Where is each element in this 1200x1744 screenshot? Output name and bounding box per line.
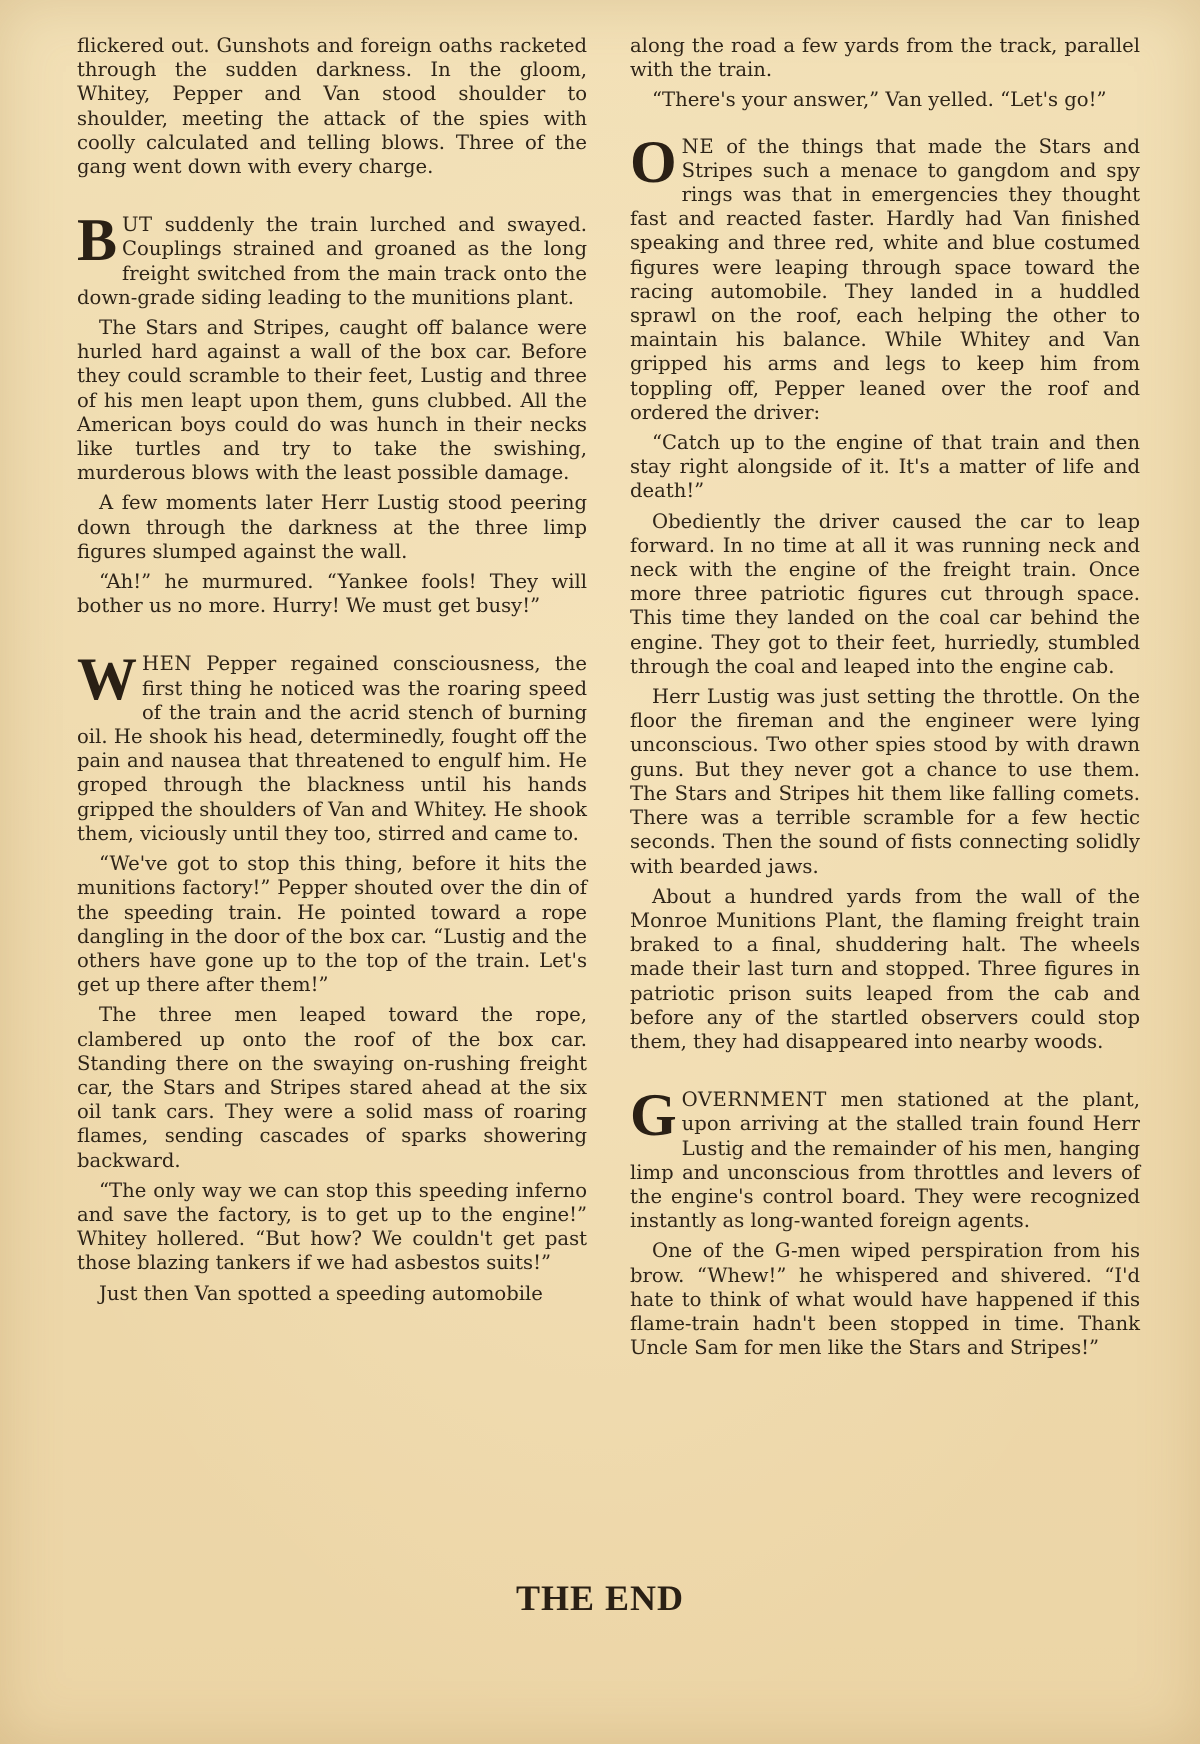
paragraph: “There's your answer,” Van yelled. “Let's go!” [652,88,1107,112]
lead-word: NE [681,134,715,158]
paragraph: “We've got to stop this thing, before it hits the munitions factory!” Pepper shouted over the din of the speeding train. He pointed toward a rope dangling in the door of the box car. “Lustig and the others have gone up to the top of the train. Let's get up there after them!” [77,852,587,997]
lead-word: UT [122,213,153,237]
the-end-title: THE END [515,1578,685,1618]
paragraph: flickered out. Gunshots and foreign oaths racketed through the sudden darkness. In the gloom, Whitey, Pepper and Van stood shoulder to shoulder, meeting the attack of the spies with coolly calculated and telling blows. Three of the gang went down with every charge. [77,34,587,179]
section-paragraph [77,207,587,310]
section-paragraph [630,1082,1140,1233]
paragraph: The three men leaped toward the rope, clambered up onto the roof of the box car. Standing there on the swaying on-rushing freight car, the Stars and Stripes stared ahead at the six oil tank cars. They were a solid mass of roaring flames, sending cascades of sparks showering backward. [77,1003,587,1172]
section-paragraph [630,128,1140,425]
drop-cap: W [77,646,137,713]
paragraph: Herr Lustig was just setting the throttle. On the floor the fireman and the engineer were lying unconscious. Two other spies stood by with drawn guns. But they never got a chance to use them. The Stars and Stripes hit them like falling comets. There was a terrible scramble for a few hectic seconds. Then the sound of fists connecting solidly with bearded jaws. [630,685,1140,878]
paragraph: A few moments later Herr Lustig stood peering down through the darkness at the three limp figures slumped against the wall. [77,491,587,563]
drop-cap: O [630,128,677,195]
paragraph-text: men stationed at the plant, upon arriving at the stalled train found Herr Lustig and the remainder of his men, hanging limp and unconscious from throttles and levers of the engine's control board. They were recognized instantly as long-wanted foreign agents. [630,1088,1140,1233]
drop-cap: B [77,207,118,274]
paragraph: One of the G-men wiped perspiration from his brow. “Whew!” he whispered and shivered. “I'd hate to think of what would have happened if this flame-train hadn't been stopped in time. Thank Uncle Sam for men like the Stars and Stripes!” [630,1239,1140,1360]
left-column [77,34,587,1312]
paragraph: “The only way we can stop this speeding inferno and save the factory, is to get up to the engine!” Whitey hollered. “But how? We couldn't get past those blazing tankers if we had asbestos suits!” [77,1178,587,1275]
drop-cap: G [630,1082,677,1149]
section-paragraph [77,646,587,846]
lead-word: OVERNMENT [681,1088,827,1112]
paragraph-text: suddenly the train lurched and swayed. Couplings strained and groaned as the long freight switched from the main track onto the down-grade siding leading to the munitions plant. [77,213,587,309]
paragraph: The Stars and Stripes, caught off balance were hurled hard against a wall of the box car. Before they could scramble to their feet, Lustig and three of his men leapt upon them, guns clubbed. All the American boys could do was hunch in their necks like turtles and try to take the swishing, murderous blows with the least possible damage. [77,316,587,485]
paragraph: “Catch up to the engine of that train and then stay right alongside of it. It's a matter of life and death!” [630,431,1140,503]
paragraph-text: of the things that made the Stars and Stripes such a menace to gangdom and spy rings was that in emergencies they thought fast and reacted faster. Hardly had Van finished speaking and three red, white and blue costumed figures were leaping through space toward the racing automobile. They landed in a huddled sprawl on the roof, each helping the other to maintain his balance. While Whitey and Van gripped his arms and legs to keep him from toppling off, Pepper leaned over the roof and ordered the driver: [630,134,1140,424]
paragraph: “Ah!” he murmured. “Yankee fools! They will bother us no more. Hurry! We must get busy!” [77,570,587,618]
paragraph: Obediently the driver caused the car to leap forward. In no time at all it was running neck and neck with the engine of the freight train. Once more three patriotic figures cut through space. This time they landed on the coal car behind the engine. They got to their feet, hurriedly, stumbled through the coal and leaped into the engine cab. [630,509,1140,678]
right-column [630,34,1140,1366]
paragraph-text: Pepper regained consciousness, the first thing he noticed was the roaring speed of the train and the acrid stench of burning oil. He shook his head, determinedly, fought off the pain and nausea that threatened to engulf him. He groped through the blackness until his hands gripped the shoulders of Van and Whitey. He shook them, viciously until they too, stirred and came to. [77,652,587,845]
paragraph: along the road a few yards from the track, parallel with the train. [630,34,1140,82]
paragraph: Just then Van spotted a speeding automobile [99,1281,543,1305]
lead-word: HEN [142,652,193,676]
paragraph: About a hundred yards from the wall of the Monroe Munitions Plant, the flaming freight train braked to a final, shuddering halt. The wheels made their last turn and stopped. Three figures in patriotic prison suits leaped from the cab and before any of the startled observers could stop them, they had disappeared into nearby woods. [630,884,1140,1053]
